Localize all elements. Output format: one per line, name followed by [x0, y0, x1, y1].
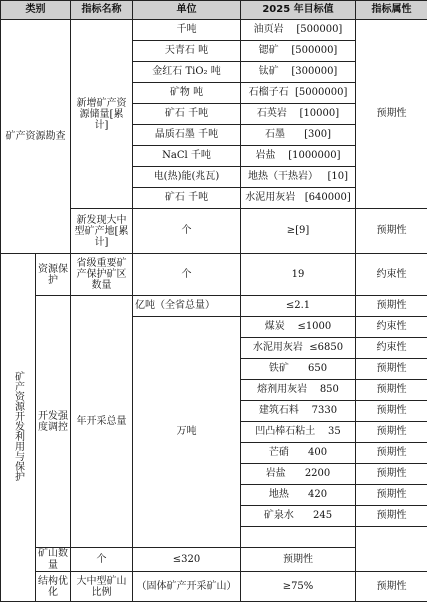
- subcategory-intensity: 开发强度调控: [36, 296, 71, 548]
- indicator-new-deposits: 新发现大中型矿产地[累计]: [71, 209, 133, 254]
- mineral-name: 锶矿: [259, 45, 279, 56]
- attribute-cell: 预期性: [356, 296, 427, 317]
- target-cell: [241, 485, 356, 506]
- mineral-name: 岩盐: [266, 468, 286, 479]
- target-value: ≥75%: [241, 572, 356, 602]
- target-value: 850: [320, 384, 339, 395]
- attribute-cell: 预期性: [356, 380, 427, 401]
- mineral-name: 铁矿: [269, 363, 289, 374]
- attribute-cell: 预期性: [356, 464, 427, 485]
- unit-cell: 晶质石墨 千吨: [133, 125, 241, 146]
- indicator-annual-output: 年开采总量: [71, 296, 133, 548]
- attribute-cell: 预期性: [356, 485, 427, 506]
- unit-cell: 个: [133, 254, 241, 296]
- target-cell: [241, 464, 356, 485]
- mineral-name: 石榴子石: [249, 87, 289, 98]
- table-row: [1, 572, 427, 602]
- target-cell: [241, 146, 356, 167]
- header-target: 2025 年目标值: [241, 1, 356, 20]
- attribute-cell: 预期性: [356, 506, 427, 527]
- unit-cell: 金红石 TiO₂ 吨: [133, 62, 241, 83]
- unit-cell: 个: [133, 209, 241, 254]
- unit-cell: 亿吨（全省总量）: [133, 296, 241, 317]
- indicator-new-reserves: 新增矿产资源储量[累计]: [71, 20, 133, 209]
- target-value: 7330: [312, 405, 337, 416]
- mineral-name: 熔剂用灰岩: [257, 384, 307, 395]
- attribute-cell: 约束性: [356, 254, 427, 296]
- mineral-name: 建筑石料: [259, 405, 299, 416]
- target-cell: [241, 41, 356, 62]
- attribute-cell: 预期性: [356, 443, 427, 464]
- target-cell: [241, 125, 356, 146]
- unit-cell: 千吨: [133, 20, 241, 41]
- mineral-name: 地热（干热岩）: [248, 171, 318, 182]
- target-value: [5000000]: [295, 87, 347, 98]
- target-value: [640000]: [305, 192, 351, 203]
- target-cell: [241, 359, 356, 380]
- target-cell: [241, 188, 356, 209]
- header-unit: 单位: [133, 1, 241, 20]
- target-cell: [241, 506, 356, 527]
- subcategory-protection: 资源保护: [36, 254, 71, 296]
- target-value: 2200: [305, 468, 330, 479]
- header-row: [1, 1, 427, 20]
- target-value: 19: [241, 254, 356, 296]
- target-value: 400: [308, 447, 327, 458]
- mineral-name: 油页岩: [254, 24, 284, 35]
- mineral-name: 地热: [269, 489, 289, 500]
- target-cell: [241, 443, 356, 464]
- attribute-cell: 预期性: [356, 359, 427, 380]
- target-cell: [241, 380, 356, 401]
- unit-cell: NaCl 千吨: [133, 146, 241, 167]
- mineral-name: 水泥用灰岩: [245, 192, 295, 203]
- table-row: [1, 296, 427, 317]
- target-value: [500000]: [296, 24, 342, 35]
- target-value: ≤320: [133, 548, 241, 572]
- attribute-cell: 预期性: [241, 548, 356, 572]
- target-value: 420: [308, 489, 327, 500]
- target-value: [300000]: [291, 66, 337, 77]
- target-cell: [241, 422, 356, 443]
- target-cell: [241, 338, 356, 359]
- header-attribute: 指标属性: [356, 1, 427, 20]
- table-row: [1, 20, 427, 41]
- target-cell: [241, 401, 356, 422]
- mineral-name: 煤炭: [265, 321, 285, 332]
- target-value: ≤6850: [309, 342, 343, 353]
- header-category: 类别: [1, 1, 71, 20]
- attribute-cell: 预期性: [356, 401, 427, 422]
- attribute-cell: 预期性: [356, 422, 427, 443]
- mineral-name: 水泥用灰岩: [253, 342, 303, 353]
- target-cell: [241, 104, 356, 125]
- mineral-name: 矿泉水: [264, 510, 294, 521]
- target-cell: [241, 317, 356, 338]
- subcategory-structure: 结构优化: [36, 572, 71, 602]
- unit-cell: 天青石 吨: [133, 41, 241, 62]
- target-value: ≤2.1: [241, 296, 356, 317]
- unit-cell: 个: [71, 548, 133, 572]
- unit-cell: 电(热)能(兆瓦): [133, 167, 241, 188]
- mineral-name: 凹凸棒石粘土: [255, 426, 315, 437]
- indicator-protected-areas: 省级重要矿产保护矿区数量: [71, 254, 133, 296]
- target-cell: [241, 20, 356, 41]
- target-value: 245: [313, 510, 332, 521]
- target-value: [10000]: [300, 108, 340, 119]
- indicator-mine-count: 矿山数量: [36, 548, 71, 572]
- target-value: [300]: [304, 129, 331, 140]
- indicator-large-mine-ratio: 大中型矿山比例: [71, 572, 133, 602]
- target-cell: [241, 167, 356, 188]
- unit-cell: 矿物 吨: [133, 83, 241, 104]
- target-value: ≥[9]: [241, 209, 356, 254]
- unit-cell: 矿石 千吨: [133, 188, 241, 209]
- attribute-cell: 预期性: [356, 209, 427, 254]
- unit-cell: 万吨: [133, 317, 241, 548]
- target-value: [500000]: [291, 45, 337, 56]
- mineral-name: 岩盐: [255, 150, 275, 161]
- target-value: ≤1000: [297, 321, 331, 332]
- mineral-name: 石墨: [265, 129, 285, 140]
- attribute-cell: 预期性: [356, 572, 427, 602]
- target-cell: [241, 62, 356, 83]
- attribute-cell: 约束性: [356, 317, 427, 338]
- attribute-cell: 约束性: [356, 338, 427, 359]
- category-exploration: 矿产资源勘查: [1, 20, 71, 254]
- target-value: [10]: [328, 171, 349, 182]
- table-row: [1, 254, 427, 296]
- unit-cell: （固体矿产开采矿山）: [133, 572, 241, 602]
- mineral-name: 芒硝: [269, 447, 289, 458]
- target-value: [1000000]: [288, 150, 340, 161]
- header-indicator: 指标名称: [71, 1, 133, 20]
- spacer-cell: [356, 527, 427, 548]
- mineral-name: 钛矿: [259, 66, 279, 77]
- spacer-cell: [241, 527, 356, 548]
- attribute-cell: 预期性: [356, 20, 427, 209]
- mineral-name: 石英岩: [257, 108, 287, 119]
- target-value: 650: [308, 363, 327, 374]
- unit-cell: 矿石 千吨: [133, 104, 241, 125]
- target-cell: [241, 83, 356, 104]
- target-value: 35: [328, 426, 341, 437]
- category-development: [1, 254, 36, 602]
- table-row: [1, 548, 427, 572]
- category-development-label: 矿产资源开发利用与保护: [13, 371, 24, 481]
